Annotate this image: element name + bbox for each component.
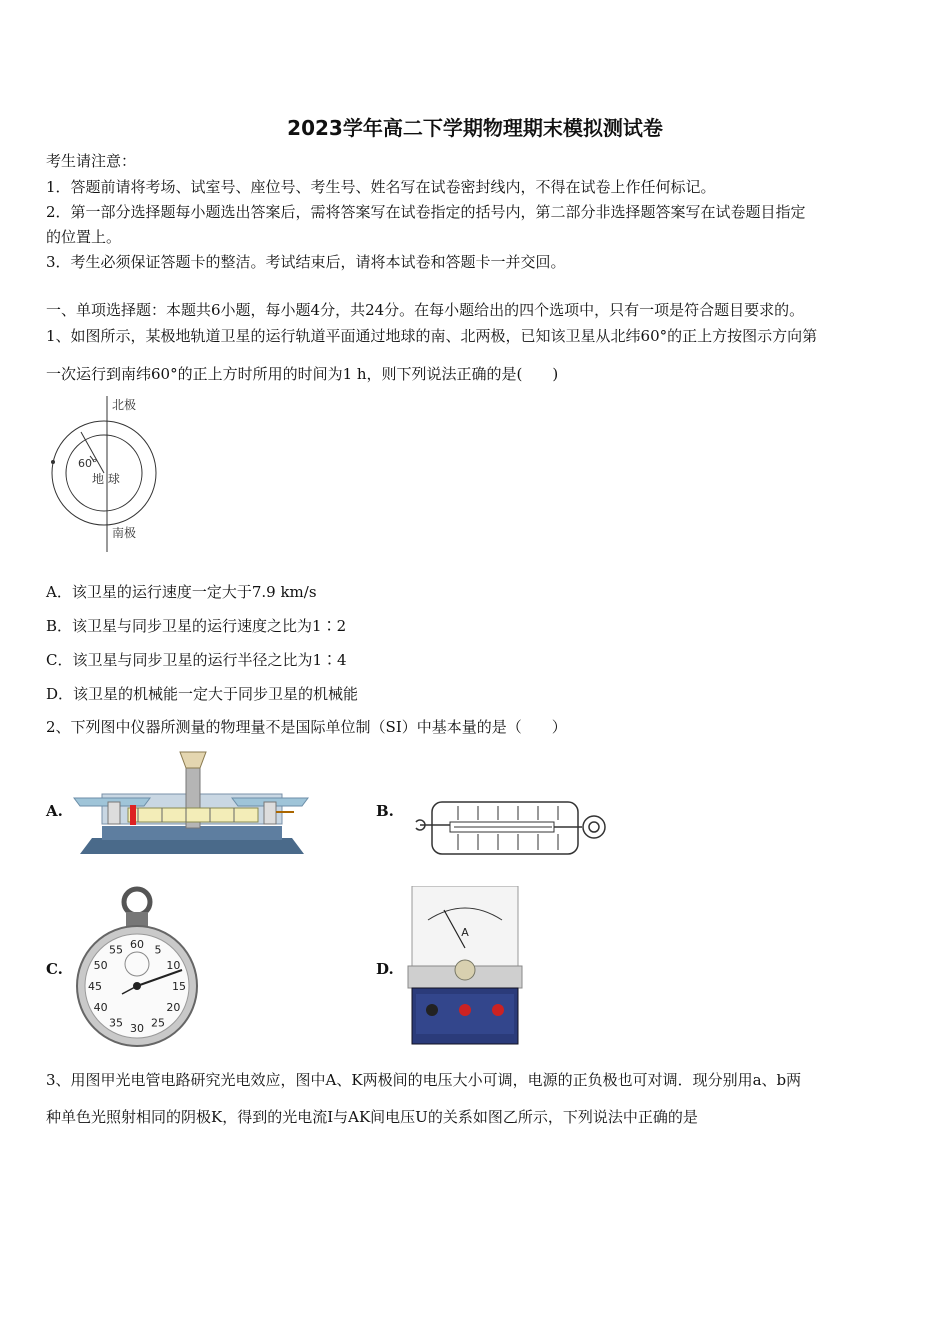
- stopwatch-number: 25: [151, 1016, 165, 1030]
- north-pole-label: 北极: [112, 398, 137, 412]
- q1-option-d: D．该卫星的机械能一定大于同步卫星的机械能: [46, 685, 359, 703]
- notice-item-1: 1．答题前请将考场、试室号、座位号、考生号、姓名写在试卷密封线内，不得在试卷上作任何标记。: [46, 178, 716, 196]
- orbit-diagram: [44, 396, 174, 552]
- earth-label: 地 球: [92, 472, 120, 486]
- question-2-stem: 2、下列图中仪器所测量的物理量不是国际单位制（SI）中基本量的是（ ）: [46, 718, 567, 736]
- question-3-line-2: 种单色光照射相同的阴极K，得到的光电流I与AK间电压U的关系如图乙所示，下列说法中正确的是: [46, 1108, 698, 1126]
- q2-label-d: D.: [376, 960, 394, 978]
- stopwatch-number: 40: [93, 1001, 108, 1014]
- question-1-line-1: 1、如图所示，某极地轨道卫星的运行轨道平面通过地球的南、北两极，已知该卫星从北纬60°的正上方按图示方向第: [46, 327, 818, 345]
- q1-option-c: C．该卫星与同步卫星的运行半径之比为1∶4: [46, 651, 347, 669]
- stopwatch-number: 55: [109, 943, 123, 957]
- notice-item-2: 2．第一部分选择题每小题选出答案后，需将答案写在试卷指定的括号内，第二部分非选择题答案写在试卷题目指定: [46, 203, 806, 221]
- stopwatch-number: 15: [172, 980, 186, 993]
- notice-heading: 考生请注意：: [46, 152, 137, 170]
- angle-label: 60°: [78, 457, 98, 470]
- ammeter-image: [406, 886, 524, 1050]
- q1-option-b: B．该卫星与同步卫星的运行速度之比为1∶2: [46, 617, 347, 635]
- stopwatch-number: 45: [88, 980, 102, 993]
- stopwatch-image: [74, 882, 200, 1050]
- ammeter-unit-label: A: [461, 926, 469, 939]
- south-pole-label: 南极: [112, 526, 137, 540]
- stopwatch-number: 50: [93, 959, 108, 972]
- stopwatch-number: 35: [109, 1016, 123, 1030]
- section-heading: 一、单项选择题：本题共6小题，每小题4分，共24分。在每小题给出的四个选项中，只有一项是符合题目要求的。: [46, 301, 805, 319]
- q2-label-c: C.: [46, 960, 63, 978]
- notice-item-2-cont: 的位置上。: [46, 228, 122, 246]
- stopwatch-number: 20: [166, 1001, 181, 1014]
- stopwatch-number: 60: [130, 938, 144, 951]
- q2-label-b: B.: [376, 802, 394, 820]
- question-1-line-2: 一次运行到南纬60°的正上方时所用的时间为1 h，则下列说法正确的是( ): [46, 365, 559, 383]
- stopwatch-number: 10: [166, 959, 181, 972]
- stopwatch-number: 5: [154, 943, 162, 957]
- question-3-line-1: 3、用图甲光电管电路研究光电效应，图中A、K两极间的电压大小可调，电源的正负极也可对调．现分别用a、b两: [46, 1071, 802, 1089]
- q2-label-a: A.: [46, 802, 63, 820]
- spring-scale-image: [402, 796, 612, 858]
- notice-item-3: 3．考生必须保证答题卡的整洁。考试结束后，请将本试卷和答题卡一并交回。: [46, 253, 566, 271]
- page-title: 2023学年高二下学期物理期末模拟测试卷: [287, 116, 663, 140]
- q1-option-a: A．该卫星的运行速度一定大于7.9 km/s: [46, 583, 317, 601]
- balance-scale-image: [72, 748, 312, 858]
- stopwatch-number: 30: [130, 1022, 144, 1035]
